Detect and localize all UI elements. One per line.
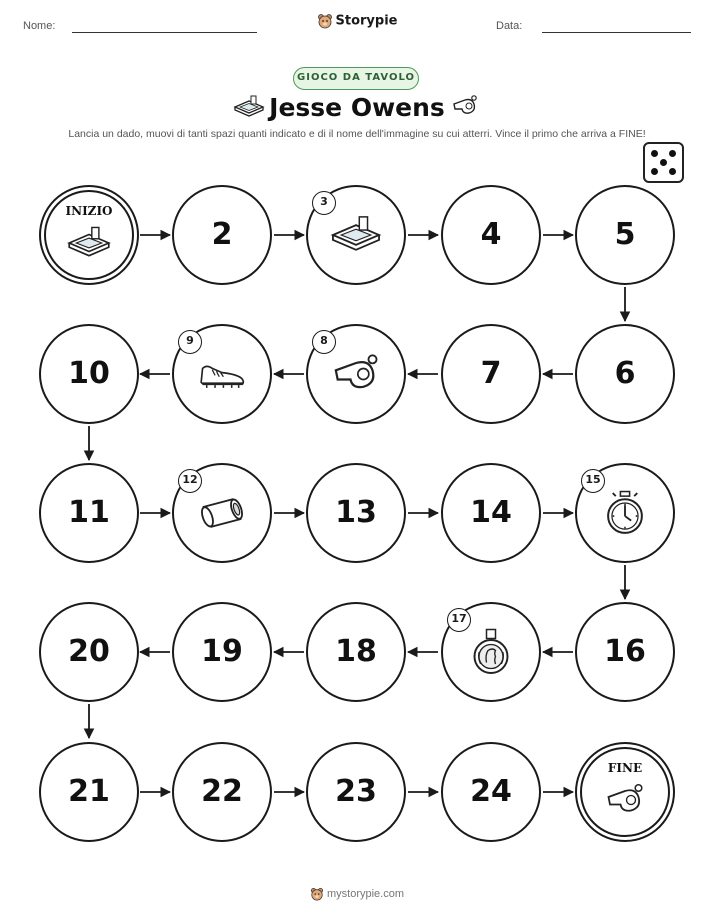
board-space-19: 19	[172, 602, 272, 702]
bear-logo-icon	[310, 887, 324, 901]
pool-icon	[65, 226, 113, 260]
finish-label: FINE	[607, 761, 643, 775]
board-space-start	[39, 185, 139, 285]
start-label: INIZIO	[65, 204, 113, 218]
footer	[0, 887, 714, 901]
board-space-8	[306, 324, 406, 424]
board-space-18: 18	[306, 602, 406, 702]
board-space-5: 5	[575, 185, 675, 285]
footer-url[interactable]: mystorypie.com	[326, 888, 405, 900]
medal-icon	[471, 628, 511, 676]
baton-icon	[196, 493, 248, 533]
board-space-15	[575, 463, 675, 563]
board-space-16: 16	[575, 602, 675, 702]
shoe-icon	[197, 357, 247, 391]
board-space-2: 2	[172, 185, 272, 285]
whistle-icon	[604, 782, 646, 818]
board-space-20: 20	[39, 602, 139, 702]
board-space-7: 7	[441, 324, 541, 424]
board-space-12	[172, 463, 272, 563]
board-space-finish	[575, 742, 675, 842]
board-space-6: 6	[575, 324, 675, 424]
board-space-14: 14	[441, 463, 541, 563]
stopwatch-icon	[605, 490, 645, 536]
board-space-13: 13	[306, 463, 406, 563]
board-space-3	[306, 185, 406, 285]
board-space-23: 23	[306, 742, 406, 842]
board-space-10: 10	[39, 324, 139, 424]
space-badge: 3	[312, 191, 336, 215]
board-space-11: 11	[39, 463, 139, 563]
board-space-24: 24	[441, 742, 541, 842]
brand-name: Storypie	[335, 13, 398, 29]
date-label: Data:	[496, 20, 523, 32]
instructions: Lancia un dado, muovi di tanti spazi quanti indicato e di il nome dell'immagine su cui atterri. Vince il primo che arriva a FINE!	[68, 128, 646, 140]
board-space-9	[172, 324, 272, 424]
category-pill: GIOCO DA TAVOLO	[293, 67, 419, 90]
board-space-22: 22	[172, 742, 272, 842]
space-badge: 9	[178, 330, 202, 354]
board-space-4: 4	[441, 185, 541, 285]
page-title: Jesse Owens	[269, 93, 445, 122]
whistle-icon	[330, 352, 382, 396]
pool-icon	[328, 215, 384, 255]
space-badge: 12	[178, 469, 202, 493]
name-label: Nome:	[23, 20, 56, 32]
space-badge: 17	[447, 608, 471, 632]
space-badge: 8	[312, 330, 336, 354]
space-badge: 15	[581, 469, 605, 493]
board-space-17	[441, 602, 541, 702]
board-space-21: 21	[39, 742, 139, 842]
